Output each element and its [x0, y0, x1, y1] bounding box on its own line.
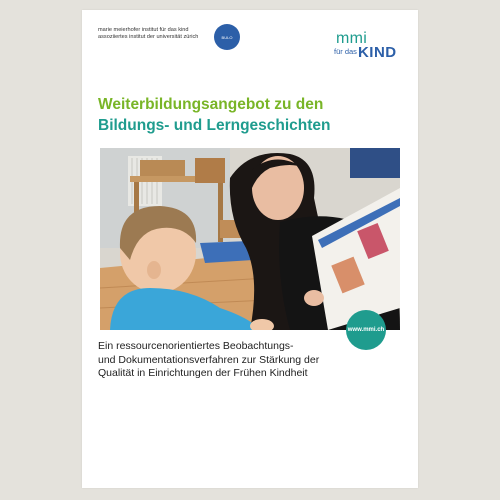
cover-description	[98, 340, 408, 381]
institute-name	[98, 27, 198, 41]
brochure-cover	[82, 10, 418, 488]
institute-line-2: assoziiertes institut der universität zürich	[98, 34, 199, 40]
logo-mmi-text: mmi	[336, 30, 368, 47]
university-badge	[214, 24, 240, 50]
institute-line-1: marie meierhofer institut für das kind	[98, 27, 189, 33]
website-url: www.mmi.ch	[347, 327, 385, 333]
cover-title	[98, 94, 408, 136]
photo-illustration	[100, 148, 400, 330]
logo-fur-das-text: für das	[334, 47, 357, 56]
title-line-1: Weiterbildungsangebot zu den	[98, 96, 324, 113]
description-line-3: Qualität in Einrichtungen der Frühen Kindheit	[98, 367, 308, 379]
description-line-2: und Dokumentationsverfahren zur Stärkung der	[98, 353, 320, 366]
logo-kind-text: KIND	[357, 44, 397, 61]
badge-text: BULO	[221, 34, 233, 40]
description-line-1: Ein ressourcenorientiertes Beobachtungs-	[98, 340, 294, 352]
title-line-2: Bildungs- und Lerngeschichten	[98, 117, 331, 134]
cover-photo	[100, 148, 400, 330]
mmi-logo	[334, 32, 404, 59]
